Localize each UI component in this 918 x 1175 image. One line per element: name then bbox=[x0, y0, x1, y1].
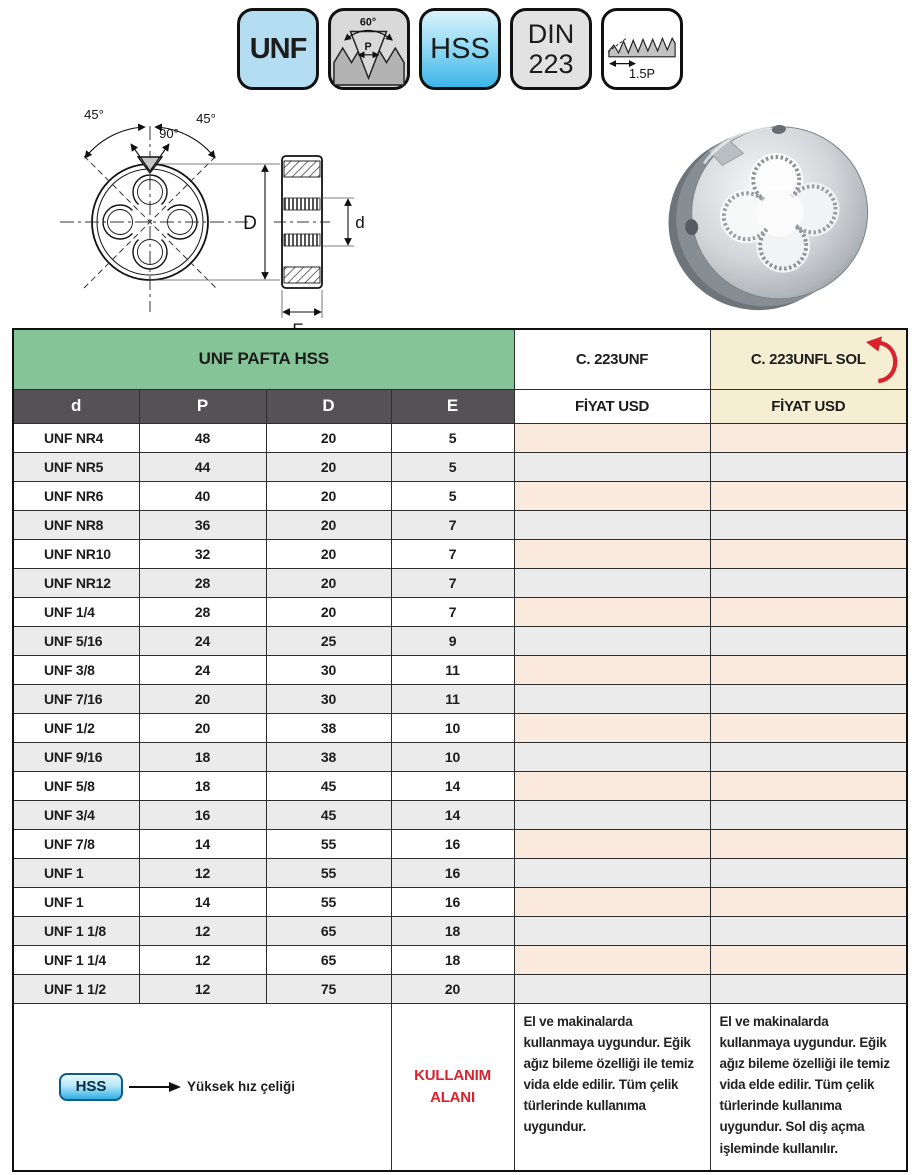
cell-price-left-hand bbox=[710, 655, 907, 684]
table-row bbox=[13, 626, 907, 655]
chamfer-label: 1.5P bbox=[628, 67, 656, 82]
table-row bbox=[13, 539, 907, 568]
table-title: UNF PAFTA HSS bbox=[13, 329, 514, 389]
cell-size: UNF 5/8 bbox=[13, 771, 139, 800]
cell-size: UNF 1 1/4 bbox=[13, 945, 139, 974]
table-row bbox=[13, 713, 907, 742]
cell-pitch: 14 bbox=[139, 887, 266, 916]
cell-thickness: 7 bbox=[391, 539, 514, 568]
cell-thickness: 5 bbox=[391, 481, 514, 510]
col-header-p: P bbox=[139, 389, 266, 423]
cell-pitch: 44 bbox=[139, 452, 266, 481]
angle-left-label: 45° bbox=[84, 107, 104, 122]
cell-price-standard bbox=[514, 829, 710, 858]
cell-price-left-hand bbox=[710, 858, 907, 887]
cell-thickness: 14 bbox=[391, 800, 514, 829]
cell-size: UNF 1 bbox=[13, 858, 139, 887]
cell-outer-diameter: 30 bbox=[266, 684, 391, 713]
table-row bbox=[13, 597, 907, 626]
table-row bbox=[13, 423, 907, 452]
cell-size: UNF NR8 bbox=[13, 510, 139, 539]
table-row bbox=[13, 771, 907, 800]
cell-price-standard bbox=[514, 974, 710, 1003]
cell-size: UNF 1 1/8 bbox=[13, 916, 139, 945]
usage-title-line1: KULLANIM bbox=[414, 1066, 491, 1084]
cell-pitch: 12 bbox=[139, 858, 266, 887]
cell-size: UNF 7/8 bbox=[13, 829, 139, 858]
spec-table bbox=[12, 328, 908, 1172]
table-row bbox=[13, 800, 907, 829]
cell-price-left-hand bbox=[710, 829, 907, 858]
badge-hss bbox=[419, 8, 501, 90]
cell-thickness: 9 bbox=[391, 626, 514, 655]
cell-price-standard bbox=[514, 539, 710, 568]
badge-thread-profile bbox=[328, 8, 410, 90]
badge-din-line1: DIN bbox=[527, 18, 575, 49]
cell-pitch: 40 bbox=[139, 481, 266, 510]
footer-row bbox=[13, 1003, 907, 1171]
cell-pitch: 12 bbox=[139, 945, 266, 974]
cell-size: UNF 5/16 bbox=[13, 626, 139, 655]
usage-text-standard: El ve makinalarda kullanmaya uygundur. Eğik ağız bileme özelliği ile temiz vida elde edilir. Tüm çelik türlerinde kullanıma uygundur. bbox=[514, 1003, 710, 1171]
cell-price-left-hand bbox=[710, 626, 907, 655]
badge-hss-label: HSS bbox=[430, 32, 490, 65]
cell-size: UNF NR5 bbox=[13, 452, 139, 481]
cell-price-standard bbox=[514, 858, 710, 887]
cell-thickness: 18 bbox=[391, 916, 514, 945]
cell-size: UNF 3/4 bbox=[13, 800, 139, 829]
table-row bbox=[13, 887, 907, 916]
cell-price-standard bbox=[514, 771, 710, 800]
table-row bbox=[13, 945, 907, 974]
cell-price-left-hand bbox=[710, 945, 907, 974]
table-row bbox=[13, 684, 907, 713]
table-row bbox=[13, 829, 907, 858]
table-row bbox=[13, 974, 907, 1003]
cell-thickness: 10 bbox=[391, 713, 514, 742]
table-row bbox=[13, 568, 907, 597]
cell-price-left-hand bbox=[710, 568, 907, 597]
thread-pitch-label: P bbox=[364, 40, 372, 53]
cell-price-left-hand bbox=[710, 684, 907, 713]
cell-price-standard bbox=[514, 597, 710, 626]
table-row bbox=[13, 916, 907, 945]
cell-price-standard bbox=[514, 481, 710, 510]
cell-price-standard bbox=[514, 887, 710, 916]
cell-thickness: 7 bbox=[391, 510, 514, 539]
usage-text-left-hand: El ve makinalarda kullanmaya uygundur. Eğik ağız bileme özelliği ile temiz vida elde edilir. Tüm çelik türlerinde kullanıma uygundur. Sol diş açma işleminde kullanılır. bbox=[710, 1003, 907, 1171]
cell-thickness: 10 bbox=[391, 742, 514, 771]
cell-outer-diameter: 75 bbox=[266, 974, 391, 1003]
cell-thickness: 18 bbox=[391, 945, 514, 974]
cell-price-left-hand bbox=[710, 887, 907, 916]
cell-outer-diameter: 65 bbox=[266, 916, 391, 945]
cell-size: UNF 1 bbox=[13, 887, 139, 916]
cell-thickness: 14 bbox=[391, 771, 514, 800]
cell-outer-diameter: 20 bbox=[266, 423, 391, 452]
cell-size: UNF 9/16 bbox=[13, 742, 139, 771]
cell-thickness: 11 bbox=[391, 655, 514, 684]
code-standard: C. 223UNF bbox=[514, 329, 710, 389]
badge-din-line2: 223 bbox=[528, 49, 574, 79]
hss-note: Yüksek hız çeliği bbox=[187, 1079, 296, 1094]
cell-price-standard bbox=[514, 626, 710, 655]
cell-price-left-hand bbox=[710, 771, 907, 800]
cell-outer-diameter: 38 bbox=[266, 713, 391, 742]
cell-outer-diameter: 55 bbox=[266, 858, 391, 887]
cell-thickness: 7 bbox=[391, 568, 514, 597]
cell-pitch: 28 bbox=[139, 568, 266, 597]
cell-price-standard bbox=[514, 742, 710, 771]
badge-din-223 bbox=[510, 8, 592, 90]
arrow-right-icon bbox=[129, 1081, 181, 1093]
col-header-e: E bbox=[391, 389, 514, 423]
badge-chamfer-1-5p bbox=[601, 8, 683, 90]
cell-outer-diameter: 30 bbox=[266, 655, 391, 684]
cell-size: UNF NR4 bbox=[13, 423, 139, 452]
cell-price-left-hand bbox=[710, 916, 907, 945]
price-header-standard: FİYAT USD bbox=[514, 389, 710, 423]
table-row bbox=[13, 510, 907, 539]
code-left-hand bbox=[710, 329, 907, 389]
table-row bbox=[13, 655, 907, 684]
cell-price-left-hand bbox=[710, 539, 907, 568]
badge-unf-label: UNF bbox=[249, 32, 307, 65]
cell-size: UNF 7/16 bbox=[13, 684, 139, 713]
cell-size: UNF 1/4 bbox=[13, 597, 139, 626]
hss-legend-cell bbox=[13, 1003, 391, 1171]
cell-price-left-hand bbox=[710, 597, 907, 626]
chamfer-icon bbox=[605, 12, 679, 86]
cell-pitch: 20 bbox=[139, 684, 266, 713]
cell-thickness: 16 bbox=[391, 829, 514, 858]
table-row bbox=[13, 742, 907, 771]
spec-table-container bbox=[12, 328, 908, 1172]
table-row bbox=[13, 481, 907, 510]
cell-thickness: 20 bbox=[391, 974, 514, 1003]
cell-outer-diameter: 20 bbox=[266, 539, 391, 568]
badge-unf bbox=[237, 8, 319, 90]
cell-pitch: 14 bbox=[139, 829, 266, 858]
cell-price-left-hand bbox=[710, 481, 907, 510]
cell-price-standard bbox=[514, 510, 710, 539]
thread-angle-label: 60° bbox=[359, 16, 377, 29]
cell-thickness: 16 bbox=[391, 887, 514, 916]
cell-outer-diameter: 45 bbox=[266, 800, 391, 829]
cell-price-standard bbox=[514, 655, 710, 684]
cell-pitch: 12 bbox=[139, 974, 266, 1003]
cell-outer-diameter: 65 bbox=[266, 945, 391, 974]
cell-price-standard bbox=[514, 713, 710, 742]
col-header-D: D bbox=[266, 389, 391, 423]
cell-outer-diameter: 20 bbox=[266, 597, 391, 626]
cell-pitch: 32 bbox=[139, 539, 266, 568]
code-left-hand-label: C. 223UNFL SOL bbox=[750, 350, 866, 368]
cell-pitch: 12 bbox=[139, 916, 266, 945]
cell-outer-diameter: 45 bbox=[266, 771, 391, 800]
die-photo bbox=[658, 116, 903, 316]
die-side-view bbox=[274, 156, 330, 288]
table-row bbox=[13, 452, 907, 481]
cell-outer-diameter: 20 bbox=[266, 510, 391, 539]
dim-outer-label: D bbox=[243, 213, 257, 234]
spec-table-body bbox=[13, 423, 907, 1003]
cell-price-left-hand bbox=[710, 974, 907, 1003]
cell-price-standard bbox=[514, 684, 710, 713]
cell-thickness: 16 bbox=[391, 858, 514, 887]
col-header-d: d bbox=[13, 389, 139, 423]
cell-pitch: 36 bbox=[139, 510, 266, 539]
cell-price-left-hand bbox=[710, 423, 907, 452]
thread-angle-icon bbox=[332, 12, 406, 86]
cell-thickness: 5 bbox=[391, 452, 514, 481]
cell-pitch: 18 bbox=[139, 771, 266, 800]
cell-pitch: 20 bbox=[139, 713, 266, 742]
cell-outer-diameter: 38 bbox=[266, 742, 391, 771]
cell-pitch: 28 bbox=[139, 597, 266, 626]
cell-price-left-hand bbox=[710, 452, 907, 481]
cell-pitch: 24 bbox=[139, 655, 266, 684]
rotation-left-icon bbox=[865, 335, 901, 385]
cell-size: UNF NR10 bbox=[13, 539, 139, 568]
table-row bbox=[13, 858, 907, 887]
cell-price-standard bbox=[514, 568, 710, 597]
cell-price-standard bbox=[514, 945, 710, 974]
angle-center-label: 90° bbox=[159, 126, 179, 141]
cell-price-left-hand bbox=[710, 800, 907, 829]
cell-pitch: 48 bbox=[139, 423, 266, 452]
cell-pitch: 16 bbox=[139, 800, 266, 829]
cell-price-standard bbox=[514, 423, 710, 452]
cell-price-standard bbox=[514, 800, 710, 829]
cell-size: UNF 3/8 bbox=[13, 655, 139, 684]
price-header-left-hand: FİYAT USD bbox=[710, 389, 907, 423]
cell-thickness: 11 bbox=[391, 684, 514, 713]
cell-outer-diameter: 20 bbox=[266, 452, 391, 481]
cell-outer-diameter: 55 bbox=[266, 887, 391, 916]
cell-thickness: 7 bbox=[391, 597, 514, 626]
standard-badges bbox=[237, 8, 683, 90]
cell-price-left-hand bbox=[710, 713, 907, 742]
cell-thickness: 5 bbox=[391, 423, 514, 452]
dim-thread-label: d bbox=[355, 213, 365, 232]
cell-size: UNF 1 1/2 bbox=[13, 974, 139, 1003]
cell-pitch: 18 bbox=[139, 742, 266, 771]
cell-price-standard bbox=[514, 916, 710, 945]
cell-outer-diameter: 55 bbox=[266, 829, 391, 858]
cell-outer-diameter: 20 bbox=[266, 568, 391, 597]
die-technical-drawing bbox=[52, 94, 402, 344]
cell-size: UNF 1/2 bbox=[13, 713, 139, 742]
cell-price-left-hand bbox=[710, 742, 907, 771]
cell-size: UNF NR6 bbox=[13, 481, 139, 510]
cell-price-standard bbox=[514, 452, 710, 481]
cell-outer-diameter: 25 bbox=[266, 626, 391, 655]
cell-pitch: 24 bbox=[139, 626, 266, 655]
hss-chip: HSS bbox=[59, 1073, 123, 1101]
cell-outer-diameter: 20 bbox=[266, 481, 391, 510]
angle-right-label: 45° bbox=[196, 111, 216, 126]
usage-title-line2: ALANI bbox=[430, 1088, 475, 1106]
usage-title-cell bbox=[391, 1003, 514, 1171]
cell-size: UNF NR12 bbox=[13, 568, 139, 597]
cell-price-left-hand bbox=[710, 510, 907, 539]
